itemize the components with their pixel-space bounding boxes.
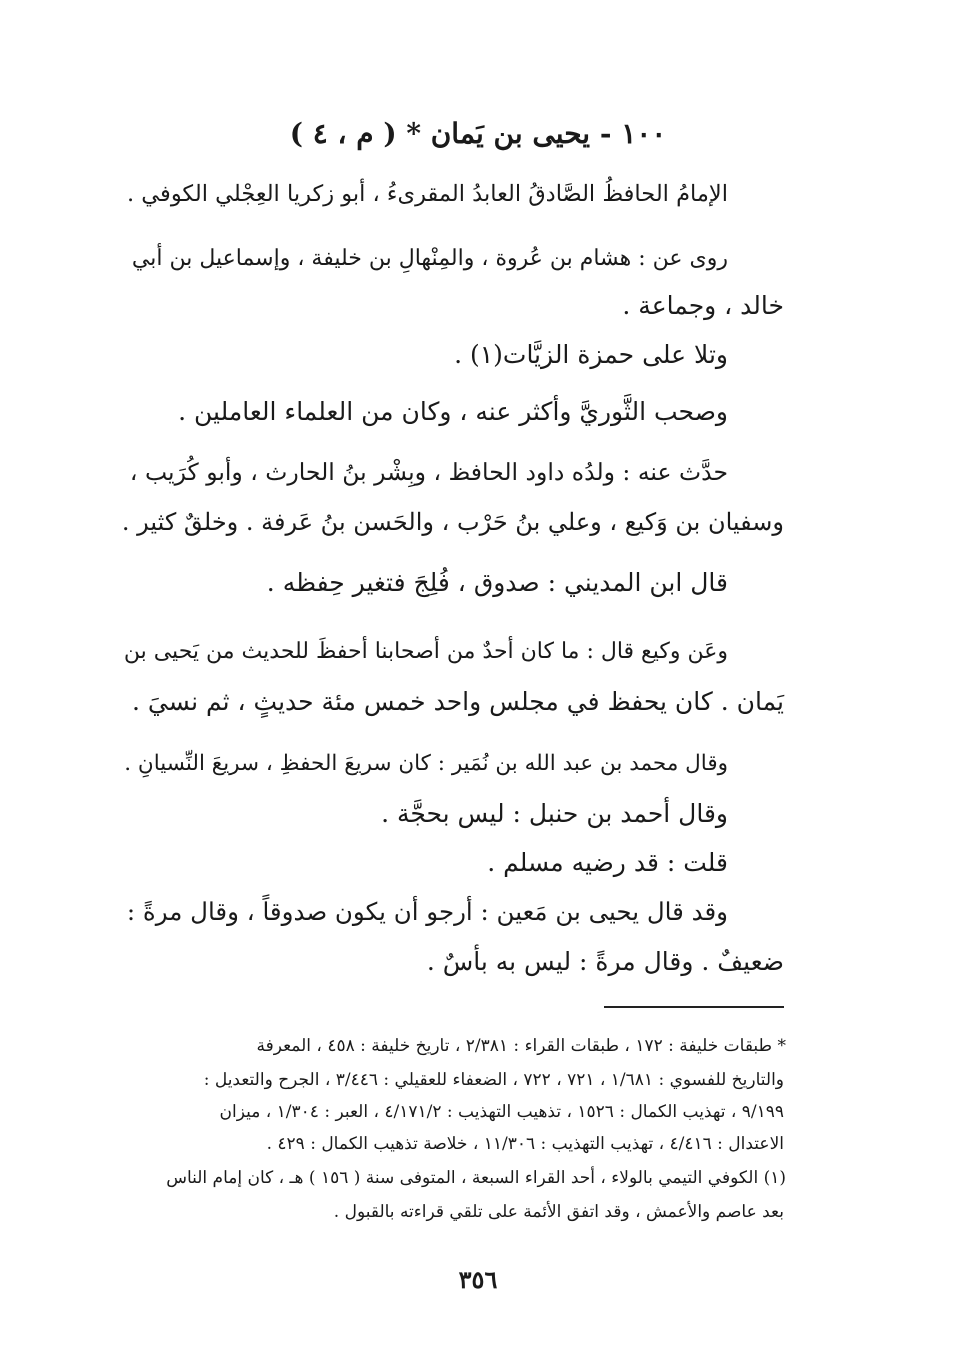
footnote-line: * طبقات خليفة : ١٧٢ ، طبقات القراء : ٢/٣٨١ ، تاريخ خليفة : ٤٥٨ ، المعرفة [256,1036,786,1056]
body-line: وقد قال يحيى بن مَعين : أرجو أن يكون صدوقاً ، وقال مرةً : [126,897,728,926]
footnote-line: بعد عاصم والأعمش ، وقد اتفق الأئمة على تلقي قراءته بالقبول . [333,1202,784,1222]
body-line: وصحب الثَّوريَّ وأكثر عنه ، وكان من العلماء العاملين . [178,397,728,426]
footnote-line: الاعتدال : ٤/٤١٦ ، تهذيب التهذيب : ١١/٣٠٦ ، خلاصة تذهيب الكمال : ٤٢٩ . [266,1134,784,1154]
body-line: وقال محمد بن عبد الله بن نُمَير : كان سريعَ الحفظِ ، سريعَ النِّسيانِ . [124,751,728,776]
body-line: وعَن وكيع قال : ما كان أحدٌ من أصحابنا أحفظَ للحديث من يَحيى بن [123,639,728,664]
body-line: روى عن : هشام بن عُروة ، والمِنْهالِ بن خليفة ، وإسماعيل بن أبي [131,246,728,271]
body-line: يَمان . كان يحفظ في مجلس واحد خمس مئة حديثٍ ، ثم نسيَ . [132,687,784,716]
body-line: وقال أحمد بن حنبل : ليس بحجَّة . [381,799,728,828]
footnote-line: (١) الكوفي التيمي بالولاء ، أحد القراء السبعة ، المتوفى سنة ( ١٥٦ ) هـ ، كان إمام الناس [166,1168,786,1188]
body-line: وتلا على حمزة الزيَّات(١) . [454,340,728,369]
entry-title: ١٠٠ - يحيى بن يَمان * ( م ، ٤ ) [289,117,667,150]
body-line: وسفيان بن وَكيع ، وعلي بنُ حَرْب ، والحَسن بنُ عَرفة . وخلقٌ كثير . [121,508,784,536]
body-line: قال ابن المديني : صدوق ، فُلِجَ فتغير حِفظه . [266,568,728,597]
body-line: ضعيفٌ . وقال مرةً : ليس به بأسٌ . [426,947,784,976]
body-line: قلت : قد رضيه مسلم . [487,848,728,877]
body-line: الإمامُ الحافظُ الصَّادقُ العابدُ المقرىءُ ، أبو زكريا العِجْلي الكوفي . [127,181,728,207]
page-number: ٣٥٦ [458,1265,498,1294]
footnote-line: ٩/١٩٩ ، تهذيب الكمال : ١٥٢٦ ، تذهيب التهذيب : ٤/١٧١/٢ ، العبر : ١/٣٠٤ ، ميزان [219,1102,784,1122]
body-line: حدَّث عنه : ولدُه داود الحافظ ، وبِشْر بنُ الحارث ، وأبو كُرَيب ، [129,458,728,486]
footnote-separator [604,1006,784,1008]
body-line: خالد ، وجماعة . [622,291,784,320]
footnote-line: والتاريخ للفسوي : ١/٦٨١ ، ٧٢١ ، ٧٢٢ ، الضعفاء للعقيلي : ٣/٤٤٦ ، الجرح والتعديل : [203,1070,784,1090]
